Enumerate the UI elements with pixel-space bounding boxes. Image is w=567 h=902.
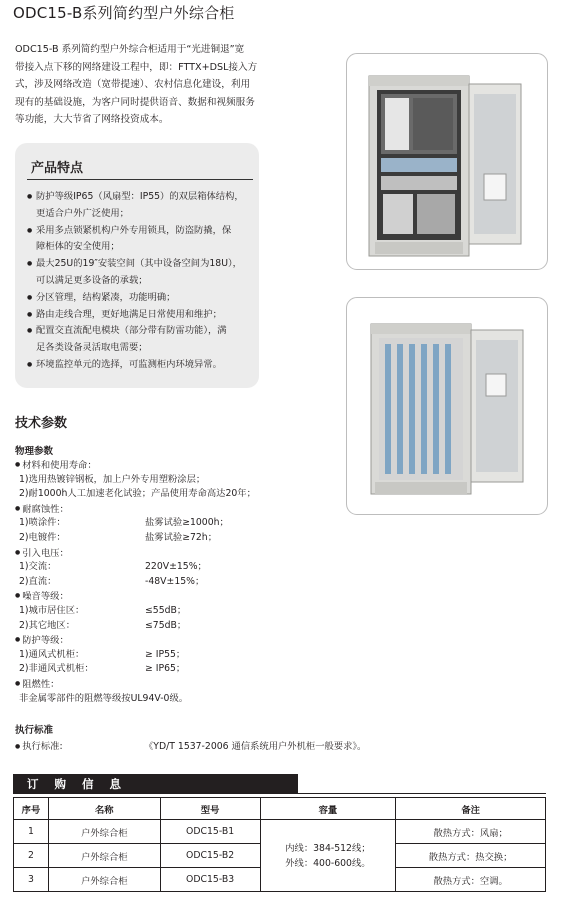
standard-title: 执行标准 — [15, 725, 54, 736]
product-model: ODC15-B3 — [160, 868, 260, 892]
column-header: 序号 — [14, 798, 49, 820]
bullet-icon: ● — [15, 743, 21, 750]
intro-line: 现有的基础设施，为客户同时提供语音、数据和视频服务 — [15, 96, 255, 108]
product-note: 散热方式：空调。 — [396, 868, 546, 892]
bullet-icon: ● — [15, 461, 21, 468]
order-header-rule — [293, 793, 546, 794]
feature-item: ● 采用多点锁紧机构户外专用锁具，防盗防撬，保 障柜体的安全使用； — [27, 223, 255, 257]
order-info-title: 订购信息 — [27, 777, 137, 791]
spec-row: 2)耐1000h人工加速老化试验；产品使用寿命高达20年； — [19, 488, 256, 500]
row-number: 1 — [14, 820, 49, 844]
spec-row: ● 材料和使用寿命： — [15, 459, 97, 471]
bullet-icon: ● — [15, 592, 21, 600]
bullet-icon: ● — [15, 636, 21, 644]
product-note: 散热方式：风扇； — [396, 820, 546, 844]
row-number: 3 — [14, 868, 49, 892]
spec-row: 1)交流： 220V±15%； — [19, 561, 207, 573]
product-name: 户外综合柜 — [48, 820, 160, 844]
feature-item: ● 分区管理，结构紧凑，功能明确； — [27, 290, 255, 307]
product-photo-frame — [346, 297, 548, 515]
features-divider — [27, 179, 253, 180]
intro-line: ODC15-B 系列简约型户外综合柜适用于“光进铜退”宽 — [15, 44, 245, 55]
order-info-header — [13, 774, 546, 794]
physical-params-title: 物理参数 — [15, 446, 54, 457]
product-photo-equipment — [346, 53, 548, 270]
order-table — [13, 797, 546, 892]
table-header-row — [14, 798, 546, 820]
spec-row: 1)喷涂件： 盐雾试验≥1000h； — [19, 517, 229, 529]
table-row — [14, 820, 546, 844]
spec-row: 1)通风式机柜： ≥ IP55； — [19, 648, 186, 660]
spec-row: ● 阻燃性： — [15, 678, 60, 690]
spec-row: ● 引入电压： — [15, 547, 69, 559]
features-panel — [15, 143, 259, 388]
spec-row: 2)电镀件： 盐雾试验≥72h； — [19, 531, 217, 543]
product-name: 户外综合柜 — [48, 868, 160, 892]
capacity-cell: 内线：384-512线； 外线：400-600线。 — [260, 820, 396, 892]
bullet-icon: ● — [15, 679, 21, 687]
product-note: 散热方式：热交换； — [396, 844, 546, 868]
standard-row: ● 执行标准: 《YD/T 1537-2006 通信系统用户外机柜一般要求》。 — [15, 741, 367, 752]
spec-row: 2)直流： -48V±15%； — [19, 575, 205, 587]
spec-row: 2)非通风式机柜： ≥ IP65； — [19, 663, 186, 675]
intro-paragraph — [15, 41, 263, 129]
intro-line: 带接入点下移的网络建设工程中，即：FTTX+DSL接入方 — [15, 61, 258, 73]
spec-row: 1)选用热镀锌钢板，加上户外专用塑粉涂层； — [19, 473, 206, 485]
column-header: 容量 — [260, 798, 396, 820]
intro-line: 等功能，大大节省了网络投资成本。 — [15, 114, 169, 125]
feature-item: ● 最大25U的19″安装空间（其中设备空间为18U）， 可以满足更多设备的承载； — [27, 256, 255, 290]
feature-item: ● 环境监控单元的选择，可监测柜内环境异常。 — [27, 357, 255, 374]
spec-row: ● 噪音等级： — [15, 591, 69, 603]
features-list — [27, 189, 255, 374]
spec-row: 1)城市居住区： ≤55dB； — [19, 604, 187, 616]
cabinet-illustration — [347, 54, 547, 269]
feature-item: ● 防护等级IP65（风扇型：IP55）的双层箱体结构， 更适合户外广泛使用； — [27, 189, 255, 223]
page-title: ODC15-B系列简约型户外综合柜 — [13, 4, 235, 22]
bullet-icon: ● — [15, 548, 21, 556]
product-model: ODC15-B2 — [160, 844, 260, 868]
intro-line: 式，涉及网络改造（宽带提速）、农村信息化建设，利用 — [15, 79, 251, 90]
column-header: 备注 — [396, 798, 546, 820]
spec-row: ● 耐腐蚀性： — [15, 503, 69, 515]
features-title: 产品特点 — [31, 161, 84, 176]
feature-item: ● 路由走线合理，更好地满足日常使用和维护； — [27, 307, 255, 324]
row-number: 2 — [14, 844, 49, 868]
spec-row: ● 防护等级： — [15, 634, 69, 646]
product-name: 户外综合柜 — [48, 844, 160, 868]
column-header: 名称 — [48, 798, 160, 820]
spec-list — [15, 458, 345, 706]
bullet-icon: ● — [15, 504, 21, 512]
product-model: ODC15-B1 — [160, 820, 260, 844]
cabinet-frame-illustration — [347, 298, 547, 514]
spec-row: 非金属零部件的阻燃等级按UL94V-0级。 — [19, 692, 189, 704]
column-header: 型号 — [160, 798, 260, 820]
feature-item: ● 配置交直流配电模块（部分带有防雷功能），满 足各类设备灵活取电需要； — [27, 323, 255, 357]
tech-specs-title: 技术参数 — [15, 416, 68, 431]
spec-row: 2)其它地区： ≤75dB； — [19, 619, 187, 631]
